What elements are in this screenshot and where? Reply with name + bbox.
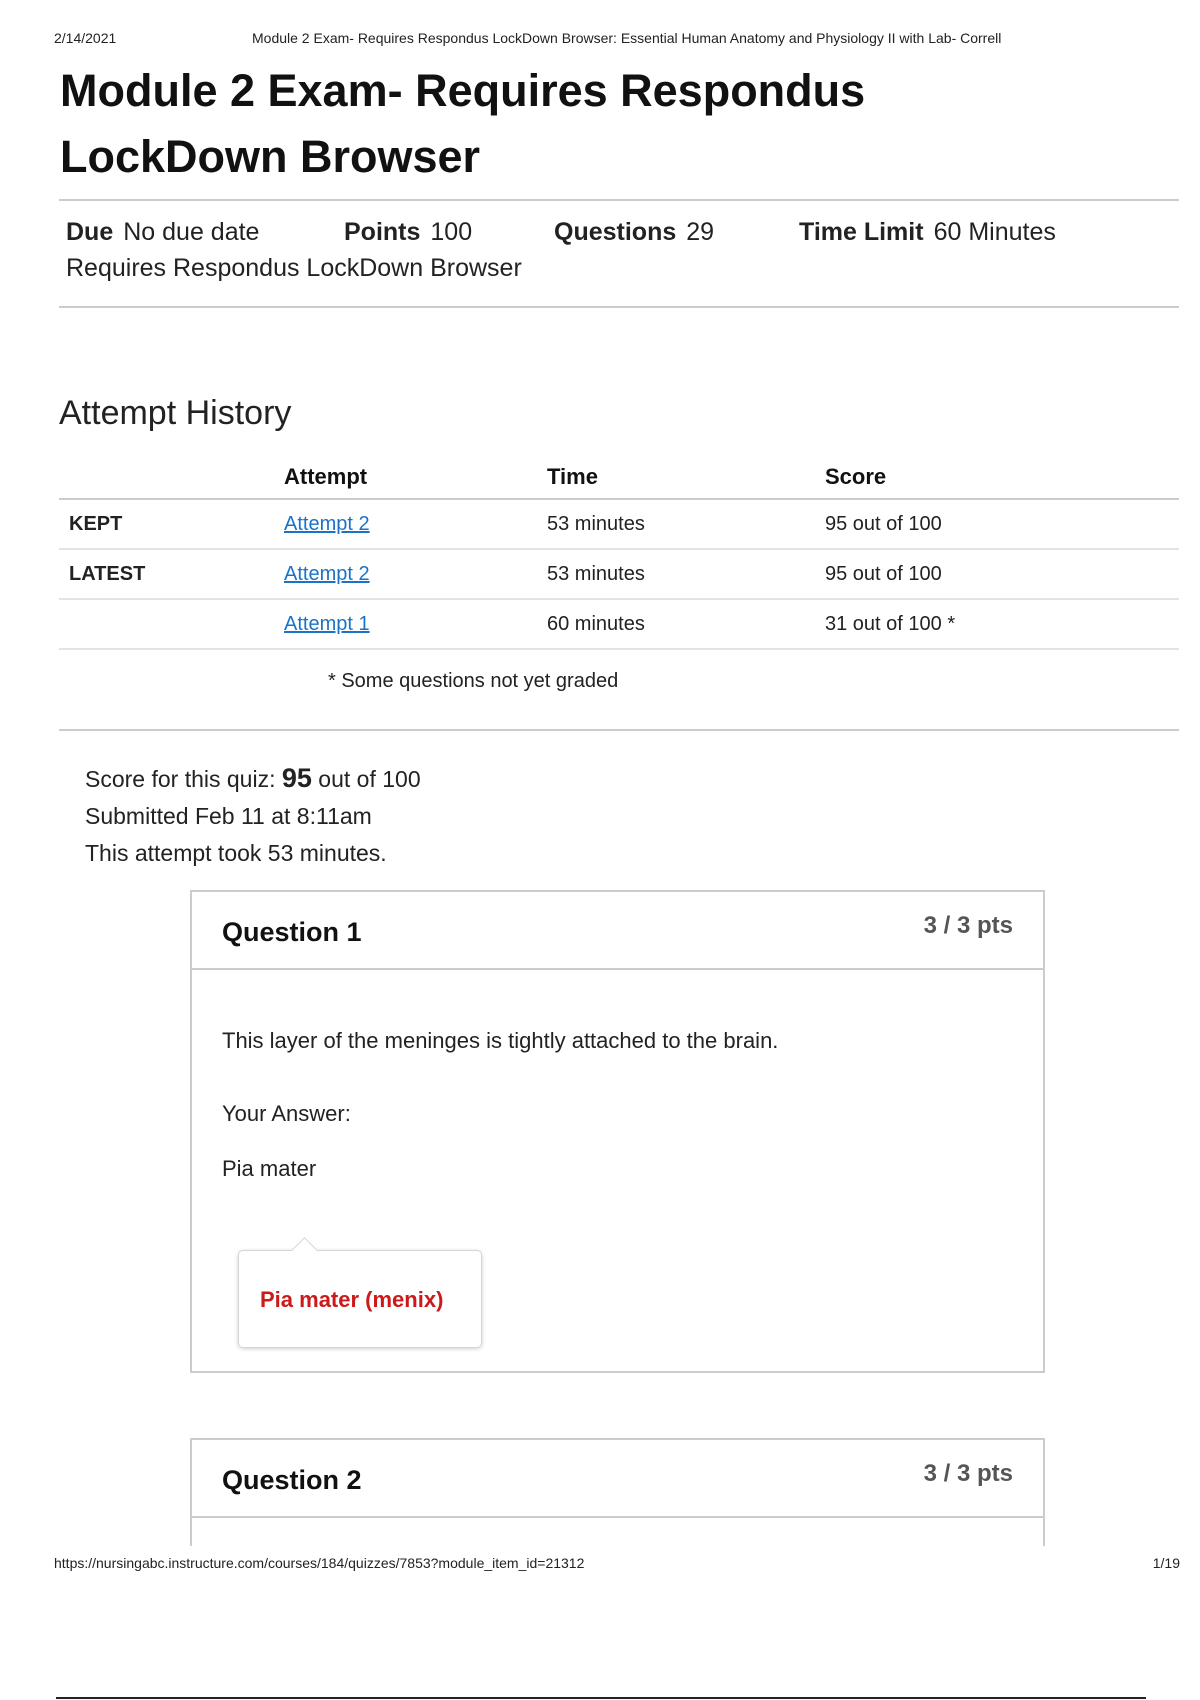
question-title: Question 2	[222, 1465, 362, 1495]
question-card	[190, 1438, 1045, 1546]
submitted-line: Submitted Feb 11 at 8:11am	[85, 803, 372, 829]
duration-line: This attempt took 53 minutes.	[85, 840, 387, 866]
print-url: https://nursingabc.instructure.com/courses/184/quizzes/7853?module_item_id=21312	[54, 1555, 585, 1571]
attempt-history-heading: Attempt History	[59, 394, 292, 432]
print-page-number: 1/19	[1152, 1555, 1180, 1571]
print-page-title: Module 2 Exam- Requires Respondus LockDown Browser: Essential Human Anatomy and Physiology II with Lab- Correll	[252, 30, 1002, 46]
row-score: 31 out of 100 *	[825, 599, 1179, 649]
meta-requirement: Requires Respondus LockDown Browser	[66, 254, 522, 282]
question-points: 3 / 3 pts	[923, 912, 1013, 939]
page-bottom-rule	[56, 1697, 1146, 1699]
row-score: 95 out of 100	[825, 549, 1179, 599]
header-score: Score	[825, 456, 1179, 499]
grading-note: * Some questions not yet graded	[328, 670, 619, 692]
quiz-meta	[66, 214, 1056, 250]
answer-feedback-bubble	[238, 1250, 482, 1348]
question-text: This layer of the meninges is tightly attached to the brain.	[222, 1028, 779, 1053]
history-divider	[59, 729, 1179, 731]
meta-due: Due No due date	[66, 217, 260, 246]
header-attempt: Attempt	[284, 456, 547, 499]
row-score: 95 out of 100	[825, 499, 1179, 549]
meta-divider	[59, 306, 1179, 308]
score-value: 95	[281, 763, 312, 793]
table-row	[59, 499, 1179, 549]
your-answer: Pia mater	[222, 1156, 317, 1181]
row-label: KEPT	[59, 499, 284, 549]
row-time: 53 minutes	[547, 549, 825, 599]
question-title: Question 1	[222, 917, 362, 947]
attempt-link[interactable]: Attempt 2	[284, 512, 370, 535]
score-line: Score for this quiz: 95 out of 100	[85, 763, 421, 793]
meta-time-limit: Time Limit 60 Minutes	[799, 217, 1056, 246]
bubble-pointer	[291, 1237, 318, 1264]
your-answer-label: Your Answer:	[222, 1101, 351, 1126]
table-row	[59, 599, 1179, 649]
attempt-history-table	[59, 456, 1179, 650]
meta-questions: Questions 29	[554, 217, 715, 246]
row-time: 53 minutes	[547, 499, 825, 549]
question-points: 3 / 3 pts	[923, 1460, 1013, 1487]
title-divider	[59, 199, 1179, 201]
row-label	[59, 599, 284, 649]
row-label: LATEST	[59, 549, 284, 599]
row-time: 60 minutes	[547, 599, 825, 649]
meta-points: Points 100	[344, 217, 473, 246]
question-header	[192, 892, 1043, 970]
question-card	[190, 890, 1045, 1373]
header-time: Time	[547, 456, 825, 499]
page-title: Module 2 Exam- Requires Respondus LockDown Browser	[60, 65, 866, 182]
table-header-row	[59, 456, 1179, 499]
question-header	[192, 1440, 1043, 1518]
score-summary	[85, 760, 421, 872]
print-date: 2/14/2021	[54, 30, 117, 46]
header-label	[59, 456, 284, 499]
attempt-link[interactable]: Attempt 1	[284, 612, 370, 635]
attempt-link[interactable]: Attempt 2	[284, 562, 370, 585]
answer-feedback: Pia mater (menix)	[260, 1287, 444, 1312]
table-row	[59, 549, 1179, 599]
